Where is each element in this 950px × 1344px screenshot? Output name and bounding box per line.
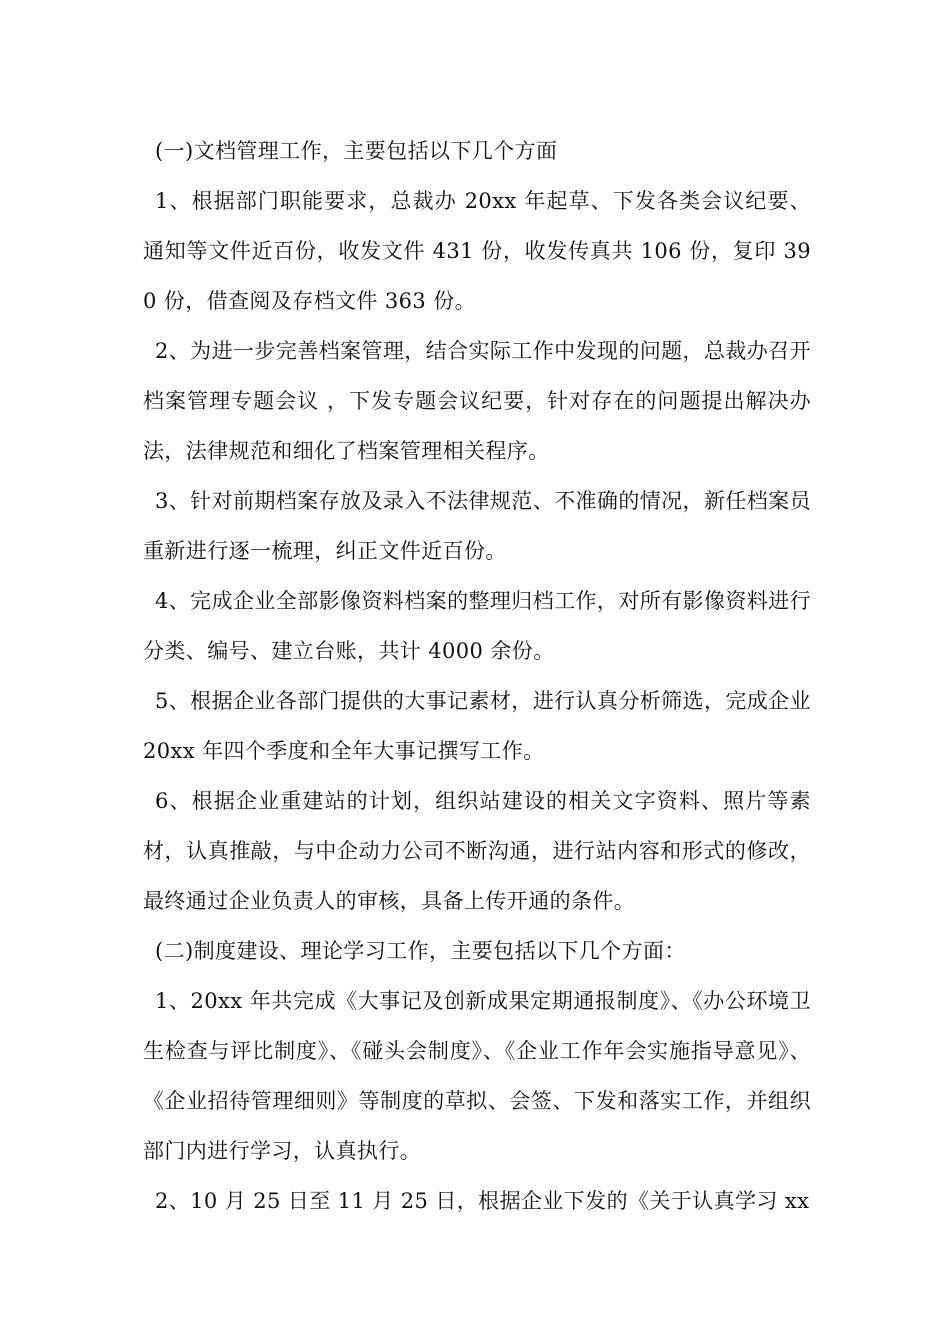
paragraph-item-1-system: 1、20xx 年共完成《大事记及创新成果定期通报制度》、《办公环境卫生检查与评比制度》、《碰头会制度》、《企业工作年会实施指导意见》、《企业招待管理细则》等制度的草拟、会签、下发和落实工作，并组织部门内进行学习，认真执行。 <box>143 989 811 1163</box>
paragraph-item-6: 6、根据企业重建站的计划，组织站建设的相关文字资料、照片等素材，认真推敲，与中企动力公司不断沟通，进行站内容和形式的修改，最终通过企业负责人的审核，具备上传开通的条件。 <box>143 789 811 913</box>
paragraph-item-2: 2、为进一步完善档案管理，结合实际工作中发现的问题，总裁办召开 档案管理专题会议 ，下发专题会议纪要，针对存在的问题提出解决办法，法律规范和细化了档案管理相关程序。 <box>143 339 811 463</box>
paragraph-item-3: 3、针对前期档案存放及录入不法律规范、不准确的情况，新任档案员重新进行逐一梳理，纠正文件近百份。 <box>143 489 811 563</box>
paragraph-item-1: 1、根据部门职能要求，总裁办 20xx 年起草、下发各类会议纪要、通知等文件近百份，收发文件 431 份，收发传真共 106 份，复印 390 份，借查阅及存档文件 363 份。 <box>143 189 811 313</box>
paragraph-item-4: 4、完成企业全部影像资料档案的整理归档工作，对所有影像资料进行分类、编号、建立台账，共计 4000 余份。 <box>143 589 811 663</box>
paragraph-item-2-system: 2、10 月 25 日至 11 月 25 日，根据企业下发的《关于认真学习 xx <box>155 1189 810 1213</box>
document-body <box>143 126 811 1226</box>
section-heading-document-management: (一)文档管理工作，主要包括以下几个方面 <box>155 139 558 163</box>
section-heading-system-building: (二)制度建设、理论学习工作，主要包括以下几个方面： <box>155 939 686 963</box>
paragraph-item-5: 5、根据企业各部门提供的大事记素材，进行认真分析筛选，完成企业 20xx 年四个季度和全年大事记撰写工作。 <box>143 689 811 763</box>
